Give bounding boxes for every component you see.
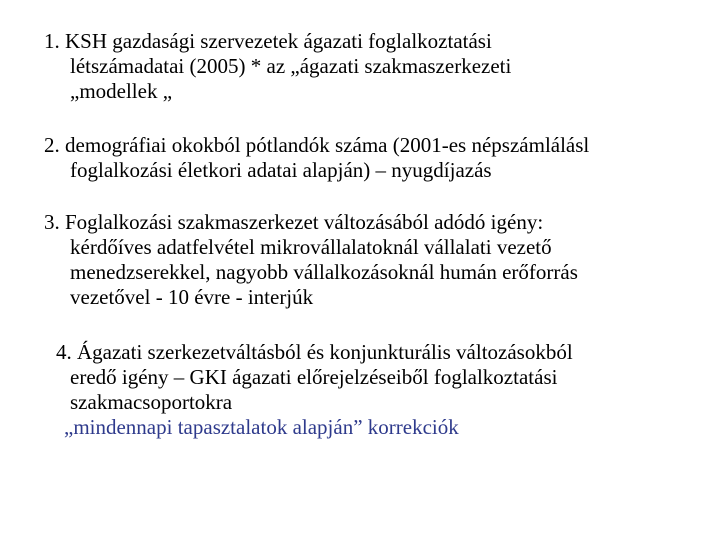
list-item-1-line-2: létszámadatai (2005) * az „ágazati szakmaszerkezeti — [70, 54, 512, 78]
list-item-4-line-1: 4. Ágazati szerkezetváltásból és konjunkturális változásokból — [56, 340, 573, 364]
list-item-3-line-4: vezetővel - 10 évre - interjúk — [70, 285, 314, 309]
list-item-4-line-4-highlight: „mindennapi tapasztalatok alapján” korrekciók — [64, 415, 459, 439]
list-item-2 — [44, 133, 589, 183]
list-item-4 — [56, 340, 573, 440]
list-item-3-line-2: kérdőíves adatfelvétel mikrovállalatoknál vállalati vezető — [70, 235, 552, 259]
list-item-3 — [44, 210, 578, 310]
list-item-1 — [44, 29, 511, 104]
list-item-2-line-2: foglalkozási életkori adatai alapján) – nyugdíjazás — [70, 158, 492, 182]
list-item-3-line-1: 3. Foglalkozási szakmaszerkezet változásából adódó igény: — [44, 210, 544, 234]
list-item-4-line-3: szakmacsoportokra — [70, 390, 233, 414]
list-item-3-line-3: menedzserekkel, nagyobb vállalkozásoknál humán erőforrás — [70, 260, 578, 284]
list-item-1-line-1: 1. KSH gazdasági szervezetek ágazati foglalkoztatási — [44, 29, 492, 53]
list-item-4-line-2: eredő igény – GKI ágazati előrejelzéseiből foglalkoztatási — [70, 365, 558, 389]
list-item-1-line-3: „modellek „ — [70, 79, 173, 103]
list-item-2-line-1: 2. demográfiai okokból pótlandók száma (2001-es népszámlálásl — [44, 133, 590, 157]
